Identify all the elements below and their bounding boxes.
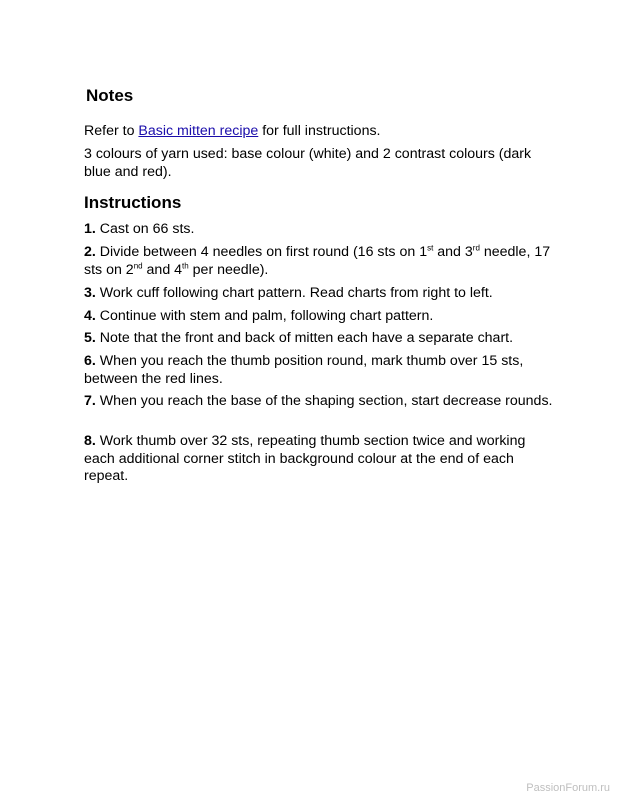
step-text: Note that the front and back of mitten each have a separate chart.: [95, 330, 514, 346]
step-text: Continue with stem and palm, following chart pattern.: [95, 308, 434, 324]
step-number: 7.: [84, 393, 96, 409]
yarn-paragraph: 3 colours of yarn used: base colour (white) and 2 contrast colours (dark blue and red).: [84, 146, 532, 180]
refer-paragraph: [84, 123, 554, 141]
step-6: [84, 353, 554, 388]
step-3: [84, 285, 554, 303]
notes-heading: Notes: [86, 86, 134, 105]
step-text: Work cuff following chart pattern. Read charts from right to left.: [95, 285, 493, 301]
step-text: per needle).: [188, 261, 269, 278]
step-text: When you reach the base of the shaping section, start decrease rounds.: [95, 393, 553, 409]
ordinal-suffix: nd: [133, 260, 143, 270]
ordinal-suffix: th: [182, 260, 189, 270]
step-number: 8.: [84, 433, 96, 449]
step-4: [84, 308, 554, 326]
step-5: [84, 330, 554, 348]
step-text: and 4: [142, 261, 183, 278]
step-2: [84, 244, 554, 279]
step-text: and 3: [433, 244, 473, 260]
step-7: [84, 393, 554, 411]
step-text: Cast on 66 sts.: [95, 221, 195, 237]
basic-mitten-recipe-link[interactable]: Basic mitten recipe: [138, 123, 259, 139]
step-number: 3.: [84, 285, 96, 301]
step-number: 4.: [84, 308, 96, 324]
step-1: [84, 221, 554, 239]
step-8: [84, 433, 554, 486]
ordinal-suffix: st: [427, 243, 434, 253]
step-text: When you reach the thumb position round, mark thumb over 15 sts, between the red lines.: [84, 353, 524, 387]
step-number: 1.: [84, 221, 96, 237]
step-number: 5.: [84, 330, 96, 346]
step-text: Work thumb over 32 sts, repeating thumb section twice and working each additional corner stitch in background colour at the end of each repeat.: [84, 433, 526, 484]
refer-suffix: for full instructions.: [258, 123, 381, 139]
step-text: Divide between 4 needles on first round (16 sts on 1: [95, 244, 428, 260]
refer-prefix: Refer to: [84, 123, 139, 139]
step-number: 6.: [84, 353, 96, 369]
step-text: needle, 17 sts on 2: [84, 244, 551, 278]
instructions-heading: Instructions: [84, 193, 182, 212]
ordinal-suffix: rd: [472, 243, 480, 253]
site-watermark: PassionForum.ru: [526, 782, 610, 794]
step-number: 2.: [84, 244, 96, 260]
